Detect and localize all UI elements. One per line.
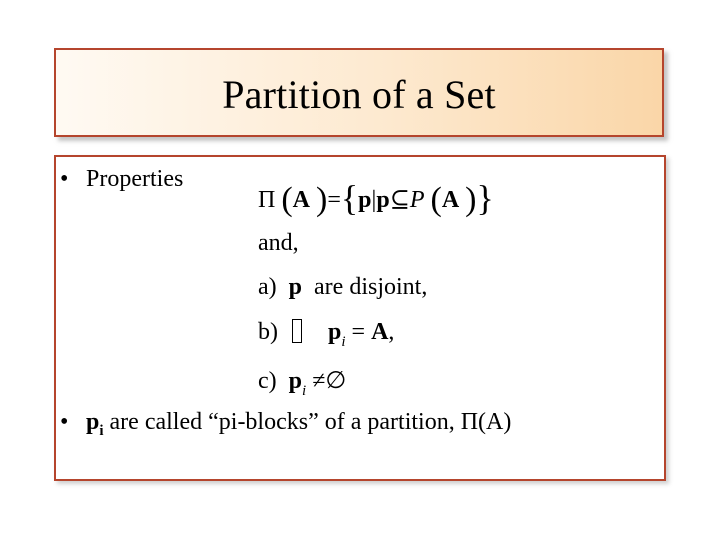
slide-title: Partition of a Set xyxy=(222,72,496,117)
pi-symbol: Π xyxy=(258,187,276,213)
left-brace: { xyxy=(340,178,359,218)
bullet-pi-blocks xyxy=(60,408,511,439)
right-paren-2: ) xyxy=(465,181,477,218)
and-line xyxy=(258,229,299,257)
empty-set-symbol: ∅ xyxy=(325,368,347,394)
equals-b: = xyxy=(351,319,366,345)
p-var-c: p xyxy=(288,368,303,394)
and-text: and, xyxy=(258,230,299,256)
property-b xyxy=(258,318,394,349)
property-c xyxy=(258,367,346,398)
sub-i-c: i xyxy=(302,383,307,399)
p-var-a: p xyxy=(288,274,303,300)
disjoint-text: are disjoint, xyxy=(314,274,428,300)
subseteq-symbol: ⊆ xyxy=(389,187,410,213)
set-a-b: A xyxy=(371,319,389,345)
p-var-bullet: p xyxy=(86,409,100,435)
sub-i-bullet: i xyxy=(99,423,104,439)
sub-i-b: i xyxy=(341,334,346,350)
left-paren-2: ( xyxy=(430,181,442,218)
bullet-marker: • xyxy=(60,166,69,192)
label-c: c) xyxy=(258,368,277,394)
bar-sep: | xyxy=(371,187,377,213)
bullet-2-text: are called “pi-blocks” of a partition, Π(A) xyxy=(103,409,512,435)
bullet-text: Properties xyxy=(86,166,184,192)
partition-formula xyxy=(258,178,494,218)
bullet-marker-2: • xyxy=(60,409,69,435)
property-a xyxy=(258,273,427,301)
label-a: a) xyxy=(258,274,277,300)
label-b: b) xyxy=(258,319,278,345)
not-equal-symbol: ≠ xyxy=(312,368,326,394)
equals-sign: = xyxy=(327,187,341,213)
p-var-b: p xyxy=(328,319,342,345)
p-var-1: p xyxy=(358,187,372,213)
set-a-2: A xyxy=(441,187,460,213)
set-a: A xyxy=(292,187,311,213)
right-brace: } xyxy=(476,178,494,218)
powerset-p: P xyxy=(409,187,425,213)
union-symbol-placeholder xyxy=(292,319,302,343)
title-banner xyxy=(54,48,664,137)
bullet-properties xyxy=(60,165,183,193)
left-paren: ( xyxy=(281,181,293,218)
right-paren: ) xyxy=(316,181,328,218)
p-var-2: p xyxy=(376,187,390,213)
comma-b: , xyxy=(388,319,395,345)
